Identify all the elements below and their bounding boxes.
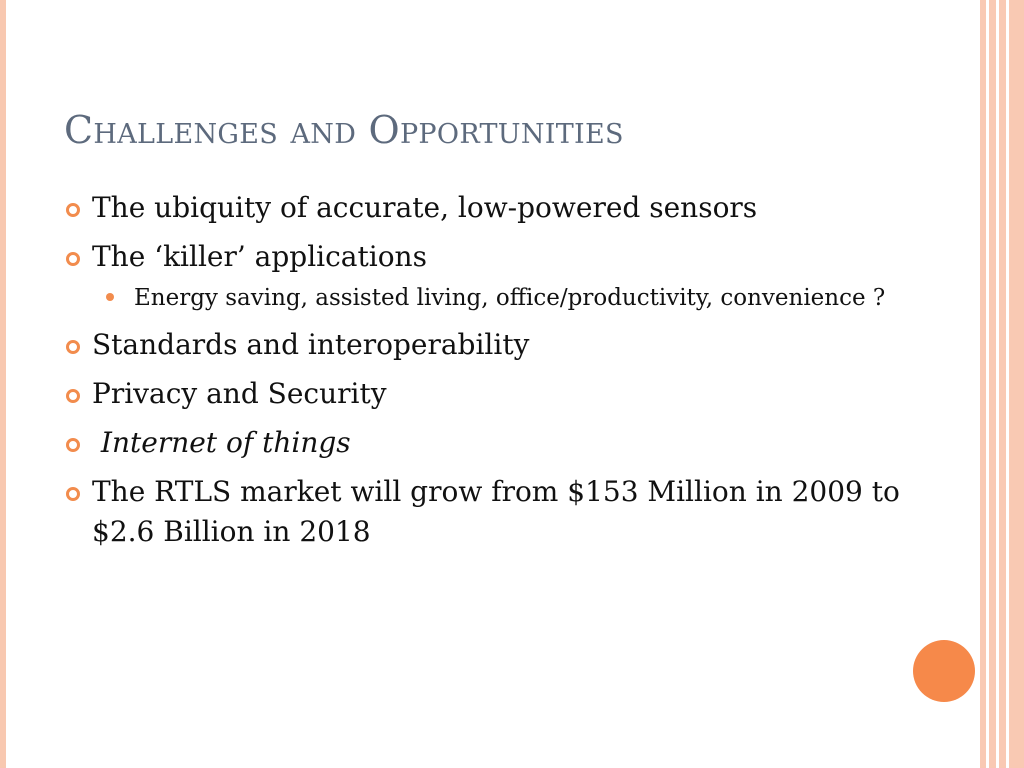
bullet-text: Internet of things: [92, 426, 351, 459]
bullet-item: [64, 472, 944, 552]
bullet-circle-icon: [66, 389, 80, 403]
sub-bullet-dot-icon: [106, 293, 114, 301]
bullet-circle-icon: [66, 203, 80, 217]
bullet-text: The RTLS market will grow from $153 Million in 2009 to $2.6 Billion in 2018: [92, 475, 900, 548]
right-stripe: [1009, 0, 1024, 768]
sub-bullet-item: [64, 280, 944, 316]
bullet-circle-icon: [66, 252, 80, 266]
decorative-circle-icon: [913, 640, 975, 702]
right-stripe: [999, 0, 1006, 768]
bullet-text: Privacy and Security: [92, 377, 387, 410]
bullet-item: [64, 188, 944, 228]
right-border-stripes: [980, 0, 1024, 768]
bullet-text: The ‘killer’ applications: [92, 240, 427, 273]
bullet-circle-icon: [66, 487, 80, 501]
bullet-circle-icon: [66, 438, 80, 452]
left-border-stripe: [0, 0, 6, 768]
right-stripe: [989, 0, 996, 768]
bullet-list: [64, 188, 944, 561]
bullet-item: [64, 423, 944, 463]
slide-title: Challenges and Opportunities: [64, 108, 624, 152]
bullet-item: [64, 325, 944, 365]
bullet-item: [64, 237, 944, 277]
bullet-text: Standards and interoperability: [92, 328, 530, 361]
bullet-item: [64, 374, 944, 414]
bullet-text: The ubiquity of accurate, low-powered sensors: [92, 191, 758, 224]
sub-bullet-text: Energy saving, assisted living, office/productivity, convenience ?: [134, 285, 886, 311]
bullet-circle-icon: [66, 340, 80, 354]
